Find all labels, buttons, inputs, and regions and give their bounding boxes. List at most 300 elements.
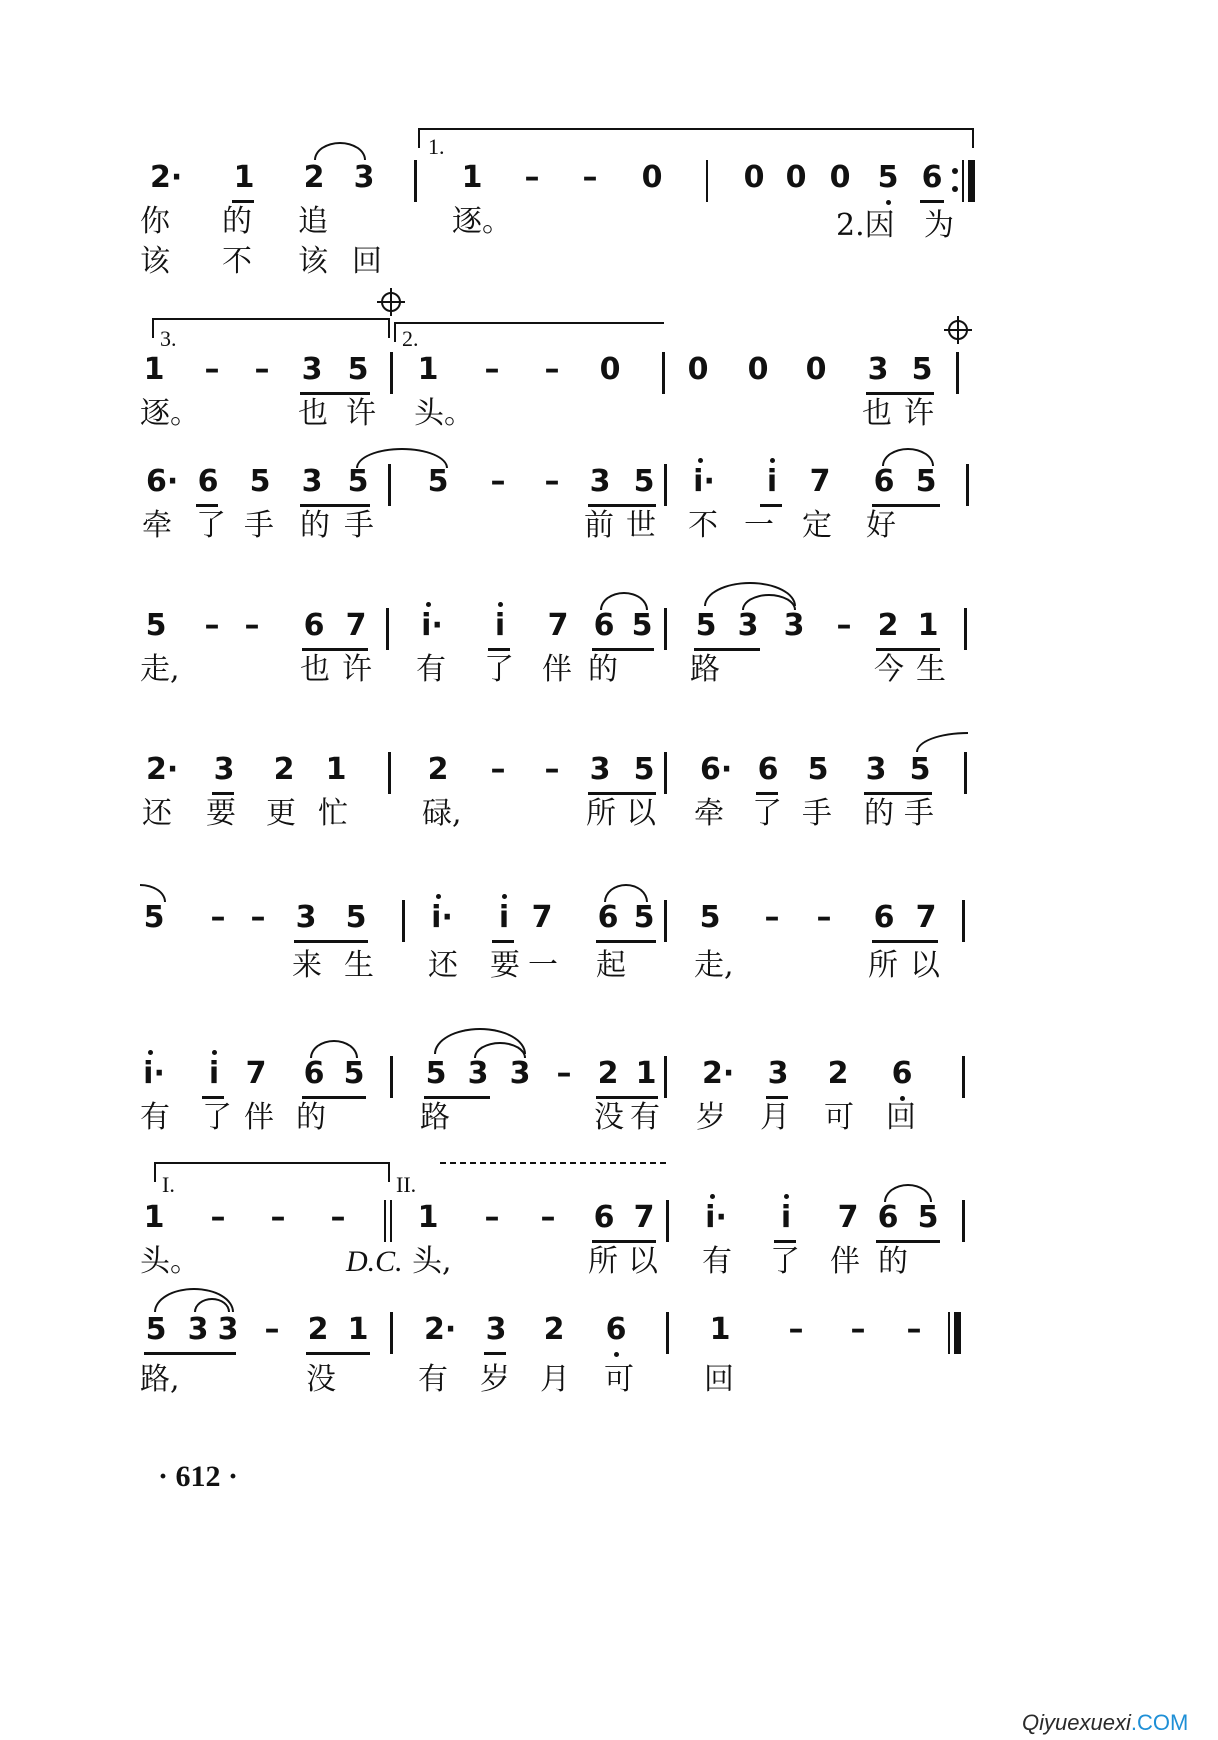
barline xyxy=(706,160,708,202)
lyric: 更 xyxy=(266,796,296,831)
lyric: 还 xyxy=(428,948,458,983)
dash: – xyxy=(556,1056,572,1091)
lyric: 的 xyxy=(878,1244,908,1279)
dash: – xyxy=(330,1200,346,1235)
slur xyxy=(314,142,366,160)
note: 2 xyxy=(307,1312,329,1347)
note: 5 xyxy=(425,1056,447,1091)
note: 1 xyxy=(917,608,939,643)
lyric: 伴 xyxy=(244,1100,274,1135)
note: 2 xyxy=(543,1312,565,1347)
dash: – xyxy=(210,1200,226,1235)
underline xyxy=(212,792,234,795)
lyric: 2.因 xyxy=(836,208,895,243)
repeat-end-thin-bar xyxy=(962,160,964,202)
octave-dot-high xyxy=(148,1050,153,1055)
dash: – xyxy=(544,352,560,387)
dash: – xyxy=(544,464,560,499)
lyric: 路, xyxy=(140,1362,180,1397)
lyric: 以 xyxy=(910,948,940,983)
lyric: 许 xyxy=(342,652,372,687)
volta-bracket-II xyxy=(440,1162,666,1164)
dash: – xyxy=(524,160,540,195)
underline xyxy=(488,648,510,651)
note: 5 xyxy=(877,160,899,195)
note: 0 xyxy=(805,352,827,387)
lyric: 月 xyxy=(760,1100,790,1135)
octave-dot-low xyxy=(614,1352,619,1357)
lyric: 许 xyxy=(346,396,376,431)
lyric: 牵 xyxy=(142,508,172,543)
lyric: 没 xyxy=(594,1100,624,1135)
lyric: 的 xyxy=(296,1100,326,1135)
note: 2 xyxy=(827,1056,849,1091)
da-capo-mark: D.C. xyxy=(346,1245,403,1278)
note: 6 xyxy=(197,464,219,499)
barline xyxy=(966,464,969,506)
note: 6 xyxy=(873,900,895,935)
underline xyxy=(760,504,782,507)
dash: – xyxy=(906,1312,922,1347)
note: 5 xyxy=(249,464,271,499)
note: 5 xyxy=(633,752,655,787)
octave-dot-high xyxy=(710,1194,715,1199)
note: 7 xyxy=(809,464,831,499)
lyric: 伴 xyxy=(542,652,572,687)
note: 6· xyxy=(700,752,733,787)
note: 2 xyxy=(427,752,449,787)
repeat-dot xyxy=(952,168,958,174)
note: 3 xyxy=(589,464,611,499)
lyric: 生 xyxy=(344,948,374,983)
note: 6 xyxy=(873,464,895,499)
underline xyxy=(876,648,940,651)
note: 5 xyxy=(695,608,717,643)
dash: – xyxy=(254,352,270,387)
lyric: 头。 xyxy=(140,1244,200,1279)
note: 3 xyxy=(867,352,889,387)
lyric: 该 xyxy=(140,244,170,279)
site-watermark xyxy=(1022,1710,1188,1736)
note: 7 xyxy=(837,1200,859,1235)
coda-sign-icon xyxy=(377,288,405,316)
dash: – xyxy=(204,352,220,387)
underline xyxy=(866,392,934,395)
underline xyxy=(492,940,514,943)
note: i xyxy=(766,464,778,499)
lyric: 手 xyxy=(244,508,274,543)
note: i· xyxy=(431,900,453,935)
volta-label: 2. xyxy=(402,326,419,351)
lyric: 生 xyxy=(916,652,946,687)
volta-bracket-3 xyxy=(152,318,390,338)
lyric: 手 xyxy=(802,796,832,831)
lyric: 头, xyxy=(412,1244,452,1279)
note: 1 xyxy=(417,352,439,387)
underline xyxy=(588,504,656,507)
lyric: 要 xyxy=(490,948,520,983)
barline xyxy=(390,352,393,394)
note: 3 xyxy=(301,464,323,499)
note: i xyxy=(780,1200,792,1235)
underline xyxy=(766,1096,788,1099)
note: 2· xyxy=(146,752,179,787)
underline xyxy=(302,1096,366,1099)
lyric: 有 xyxy=(630,1100,660,1135)
note: 5 xyxy=(143,900,165,935)
note: 1 xyxy=(233,160,255,195)
note: 6 xyxy=(757,752,779,787)
note: 5 xyxy=(631,608,653,643)
note: 3 xyxy=(217,1312,239,1347)
lyric: 要 xyxy=(206,796,236,831)
note: 0 xyxy=(641,160,663,195)
lyric: 了 xyxy=(202,1100,232,1135)
lyric: 也 xyxy=(298,396,328,431)
lyric: 来 xyxy=(292,948,322,983)
note: i xyxy=(208,1056,220,1091)
volta-label: 1. xyxy=(428,134,445,159)
lyric: 一 xyxy=(528,948,558,983)
note: 3 xyxy=(509,1056,531,1091)
lyric: 还 xyxy=(142,796,172,831)
note: 3 xyxy=(589,752,611,787)
lyric: 碌, xyxy=(422,796,462,831)
lyric: 好 xyxy=(866,508,896,543)
note: 2 xyxy=(273,752,295,787)
barline xyxy=(666,1312,669,1354)
score-system-1 xyxy=(0,134,1218,330)
note: 5 xyxy=(915,464,937,499)
note: 6 xyxy=(593,608,615,643)
octave-dot-low xyxy=(886,200,891,205)
note: 3 xyxy=(301,352,323,387)
lyric: 起 xyxy=(596,948,626,983)
underline xyxy=(756,792,778,795)
lyric: 前 xyxy=(584,508,614,543)
lyric: 世 xyxy=(626,508,656,543)
note: i· xyxy=(705,1200,727,1235)
lyric: 逐。 xyxy=(452,204,512,239)
octave-dot-high xyxy=(436,894,441,899)
lyric: 有 xyxy=(702,1244,732,1279)
lyric: 的 xyxy=(864,796,894,831)
note: 6 xyxy=(303,608,325,643)
underline xyxy=(424,1096,490,1099)
lyric: 没 xyxy=(306,1362,336,1397)
note: 6 xyxy=(597,900,619,935)
dash: – xyxy=(270,1200,286,1235)
note: 0 xyxy=(829,160,851,195)
note: 3 xyxy=(213,752,235,787)
lyric: 岁 xyxy=(480,1362,510,1397)
dash: – xyxy=(490,752,506,787)
octave-dot-high xyxy=(502,894,507,899)
dash: – xyxy=(816,900,832,935)
note: 1 xyxy=(461,160,483,195)
underline xyxy=(294,940,368,943)
note: 2 xyxy=(597,1056,619,1091)
volta-label: II. xyxy=(396,1172,417,1197)
underline xyxy=(920,200,944,203)
note: 5 xyxy=(911,352,933,387)
lyric: 定 xyxy=(802,508,832,543)
dash: – xyxy=(490,464,506,499)
repeat-end-thick-bar xyxy=(968,160,975,202)
note: 6 xyxy=(921,160,943,195)
note: 5 xyxy=(343,1056,365,1091)
underline xyxy=(592,648,654,651)
underline xyxy=(864,792,932,795)
double-barline xyxy=(390,1200,392,1242)
note: 6 xyxy=(593,1200,615,1235)
lyric: 该 xyxy=(298,244,328,279)
note: 6 xyxy=(877,1200,899,1235)
note: 5 xyxy=(633,900,655,935)
dash: – xyxy=(764,900,780,935)
note: 3 xyxy=(353,160,375,195)
lyric: 逐。 xyxy=(140,396,200,431)
barline xyxy=(664,900,667,942)
lyric: 的 xyxy=(222,204,252,239)
barline xyxy=(390,1312,393,1354)
note: 5 xyxy=(145,1312,167,1347)
lyric: 不 xyxy=(222,244,252,279)
lyric: 月 xyxy=(540,1362,570,1397)
dash: – xyxy=(264,1312,280,1347)
note: 0 xyxy=(747,352,769,387)
barline xyxy=(414,160,417,202)
underline xyxy=(596,940,656,943)
note: 5 xyxy=(917,1200,939,1235)
note: 1 xyxy=(143,1200,165,1235)
underline xyxy=(592,1240,656,1243)
note: 1 xyxy=(325,752,347,787)
note: i· xyxy=(421,608,443,643)
note: 2 xyxy=(303,160,325,195)
lyric: 你 xyxy=(140,204,170,239)
dash: – xyxy=(850,1312,866,1347)
note: 0 xyxy=(687,352,709,387)
barline xyxy=(962,1056,965,1098)
note: 1 xyxy=(417,1200,439,1235)
note: 1 xyxy=(143,352,165,387)
note: 5 xyxy=(145,608,167,643)
octave-dot-high xyxy=(212,1050,217,1055)
lyric: 回 xyxy=(886,1100,916,1135)
barline xyxy=(666,1200,669,1242)
volta-bracket-I xyxy=(154,1162,390,1182)
note: 0 xyxy=(743,160,765,195)
lyric: 忙 xyxy=(318,796,348,831)
note: 5 xyxy=(345,900,367,935)
lyric: 回 xyxy=(352,244,382,279)
note: 6 xyxy=(303,1056,325,1091)
note: 5 xyxy=(633,464,655,499)
barline xyxy=(956,352,959,394)
lyric: 回 xyxy=(704,1362,734,1397)
repeat-dot xyxy=(952,186,958,192)
barline xyxy=(964,608,967,650)
barline xyxy=(962,1200,965,1242)
barline xyxy=(390,1056,393,1098)
note: 3 xyxy=(783,608,805,643)
underline xyxy=(484,1352,506,1355)
barline xyxy=(664,464,667,506)
note: 7 xyxy=(345,608,367,643)
underline xyxy=(694,648,760,651)
barline xyxy=(664,608,667,650)
lyric: 伴 xyxy=(830,1244,860,1279)
lyric: 路 xyxy=(420,1100,450,1135)
note: 2· xyxy=(150,160,183,195)
note: 5 xyxy=(807,752,829,787)
volta-bracket-1 xyxy=(418,128,974,148)
note: 1 xyxy=(635,1056,657,1091)
lyric: 头。 xyxy=(414,396,474,431)
dash: – xyxy=(484,352,500,387)
lyric: 走, xyxy=(140,652,180,687)
lyric: 所 xyxy=(588,1244,618,1279)
dash: – xyxy=(484,1200,500,1235)
barline xyxy=(962,900,965,942)
lyric: 所 xyxy=(868,948,898,983)
note: 5 xyxy=(427,464,449,499)
dash: – xyxy=(244,608,260,643)
barline xyxy=(662,352,665,394)
underline xyxy=(144,1352,236,1355)
underline xyxy=(596,1096,658,1099)
lyric: 了 xyxy=(752,796,782,831)
lyric: 的 xyxy=(300,508,330,543)
note: i· xyxy=(693,464,715,499)
barline xyxy=(388,464,391,506)
lyric: 了 xyxy=(196,508,226,543)
note: i xyxy=(494,608,506,643)
note: 5 xyxy=(347,464,369,499)
lyric: 可 xyxy=(604,1362,634,1397)
lyric: 有 xyxy=(418,1362,448,1397)
lyric: 可 xyxy=(824,1100,854,1135)
lyric: 有 xyxy=(140,1100,170,1135)
lyric: 岁 xyxy=(696,1100,726,1135)
score-system-6 xyxy=(0,900,1218,1070)
note: 3 xyxy=(737,608,759,643)
barline xyxy=(386,608,389,650)
dash: – xyxy=(836,608,852,643)
lyric: 追 xyxy=(298,204,328,239)
barline xyxy=(664,1056,667,1098)
underline xyxy=(232,200,254,203)
note: 5 xyxy=(909,752,931,787)
note: 1 xyxy=(347,1312,369,1347)
octave-dot-high xyxy=(770,458,775,463)
volta-label: I. xyxy=(162,1172,175,1197)
note: 3 xyxy=(865,752,887,787)
underline xyxy=(306,1352,370,1355)
note: 7 xyxy=(531,900,553,935)
final-barline-thick xyxy=(954,1312,961,1354)
note: 7 xyxy=(547,608,569,643)
lyric: 所 xyxy=(586,796,616,831)
underline xyxy=(302,648,368,651)
lyric: 也 xyxy=(862,396,892,431)
note: i· xyxy=(143,1056,165,1091)
note: 7 xyxy=(245,1056,267,1091)
note: 6· xyxy=(146,464,179,499)
barline xyxy=(964,752,967,794)
lyric: 的 xyxy=(588,652,618,687)
barline xyxy=(388,752,391,794)
note: i xyxy=(498,900,510,935)
lyric: 牵 xyxy=(694,796,724,831)
barline xyxy=(402,900,405,942)
note: 6 xyxy=(891,1056,913,1091)
dash: – xyxy=(210,900,226,935)
underline xyxy=(196,504,218,507)
lyric: 走, xyxy=(694,948,734,983)
dash: – xyxy=(788,1312,804,1347)
dash: – xyxy=(582,160,598,195)
lyric: 以 xyxy=(628,1244,658,1279)
dash: – xyxy=(544,752,560,787)
note: 2· xyxy=(702,1056,735,1091)
note: 7 xyxy=(915,900,937,935)
lyric: 也 xyxy=(300,652,330,687)
lyric: 一 xyxy=(744,508,774,543)
octave-dot-high xyxy=(784,1194,789,1199)
lyric: 今 xyxy=(874,652,904,687)
lyric: 路 xyxy=(690,652,720,687)
volta-bracket-2 xyxy=(394,322,664,342)
dash: – xyxy=(204,608,220,643)
note: 3 xyxy=(485,1312,507,1347)
underline xyxy=(300,392,370,395)
lyric: 了 xyxy=(770,1244,800,1279)
note: 5 xyxy=(347,352,369,387)
underline xyxy=(872,504,940,507)
underline xyxy=(876,1240,940,1243)
note: 0 xyxy=(785,160,807,195)
underline xyxy=(300,504,370,507)
lyric: 以 xyxy=(626,796,656,831)
note: 3 xyxy=(187,1312,209,1347)
coda-sign-icon xyxy=(944,316,972,344)
octave-dot-high xyxy=(498,602,503,607)
dash: – xyxy=(540,1200,556,1235)
lyric: 为 xyxy=(924,208,954,243)
underline xyxy=(588,792,656,795)
underline xyxy=(872,940,938,943)
note: 2· xyxy=(424,1312,457,1347)
lyric: 有 xyxy=(416,652,446,687)
barline xyxy=(664,752,667,794)
octave-dot-high xyxy=(698,458,703,463)
underline xyxy=(202,1096,224,1099)
note: 6 xyxy=(605,1312,627,1347)
page-number: · 612 · xyxy=(158,1460,239,1493)
lyric: 手 xyxy=(344,508,374,543)
score-system-9 xyxy=(0,1312,1218,1482)
double-barline xyxy=(384,1200,386,1242)
note: 0 xyxy=(599,352,621,387)
note: 1 xyxy=(709,1312,731,1347)
lyric: 手 xyxy=(904,796,934,831)
note: 2 xyxy=(877,608,899,643)
note: 3 xyxy=(467,1056,489,1091)
dash: – xyxy=(250,900,266,935)
underline xyxy=(774,1240,796,1243)
